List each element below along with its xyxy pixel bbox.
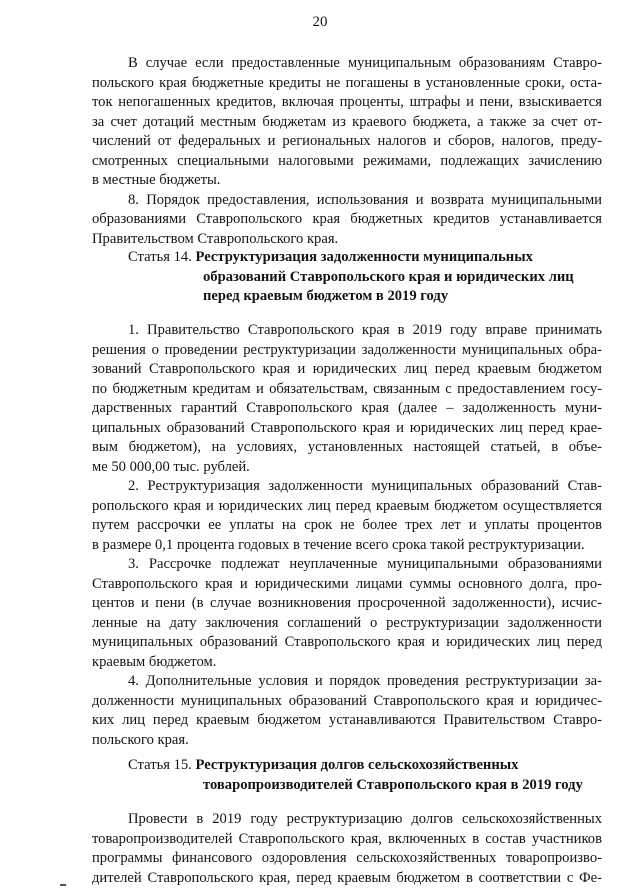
scan-mark	[60, 884, 66, 886]
text-line: путем рассрочки ее уплаты на срок не более трех лет и уплаты процентов	[92, 517, 602, 533]
paragraph-loan-default	[92, 54, 602, 191]
text-line: за счет дотаций местным бюджетам из краевого бюджета, а также за счет от-	[92, 113, 602, 130]
text-line: краевым бюджетом.	[92, 653, 217, 670]
text-line: ленные на дату заключения соглашений о реструктуризации задолженности	[92, 614, 602, 631]
text-line: Правительством Ставропольского края.	[92, 230, 339, 247]
article-14-paragraph-2	[92, 477, 602, 555]
text-line: по бюджетным кредитам и обязательствам, связанным с предоставлением госу-	[92, 380, 602, 397]
text-line: образованиями Ставропольского края бюджетных кредитов устанавливается	[92, 211, 602, 227]
article-title-line: перед краевым бюджетом в 2019 году	[203, 288, 449, 304]
paragraph-8	[92, 191, 602, 250]
article-title-line: Реструктуризация задолженности муниципальных	[195, 249, 533, 265]
text-line: польского края бюджетные кредиты не погашены в установленные сроки, оста-	[92, 74, 602, 91]
text-line: 3. Рассрочке подлежат неуплаченные муниципальными образованиями	[128, 556, 602, 572]
text-line: дителей Ставропольского края, перед краевым бюджетом в соответствии с Фе-	[92, 869, 602, 886]
article-number: Статья 14.	[128, 249, 192, 265]
text-line: программы финансового оздоровления сельскохозяйственных товаропроизво-	[92, 850, 602, 866]
article-15-heading-cont	[203, 776, 583, 796]
text-line: ме 50 000,00 тыс. рублей.	[92, 458, 250, 475]
text-line: ципальных образований Ставропольского края и юридических лиц перед крае-	[92, 419, 602, 436]
article-15-paragraph-1	[92, 810, 602, 888]
text-line: 1. Правительство Ставропольского края в 2019 году вправе принимать	[128, 322, 602, 338]
text-line: 2. Реструктуризация задолженности муниципальных образований Став-	[128, 478, 602, 494]
text-line: в местные бюджеты.	[92, 172, 221, 188]
text-line: решения о проведении реструктуризации задолженности муниципальных обра-	[92, 341, 602, 358]
text-line: ропольского края и юридических лиц перед краевым бюджетом осуществляется	[92, 497, 602, 514]
text-line: Ставропольского края и юридическими лицами суммы основного долга, про-	[92, 575, 602, 592]
text-line: В случае если предоставленные муниципальным образованиям Ставро-	[128, 55, 602, 71]
text-line: Провести в 2019 году реструктуризацию долгов сельскохозяйственных	[128, 811, 602, 827]
text-line: долженности муниципальных образований Ставропольского края и юридичес-	[92, 692, 602, 709]
text-line: 4. Дополнительные условия и порядок проведения реструктуризации за-	[128, 673, 602, 689]
article-title-line: Реструктуризация долгов сельскохозяйственных	[195, 757, 519, 773]
article-title-line: товаропроизводителей Ставропольского края в 2019 году	[203, 776, 583, 793]
text-line: ток непогашенных кредитов, включая проценты, штрафы и пени, взыскивается	[92, 94, 602, 110]
text-line: в размере 0,1 процента годовых в течение всего срока такой реструктуризации.	[92, 536, 585, 553]
text-line: 8. Порядок предоставления, использования и возврата муниципальными	[128, 191, 602, 208]
article-number: Статья 15.	[128, 757, 192, 773]
article-14-paragraph-1	[92, 321, 602, 477]
text-line: польского края.	[92, 731, 189, 748]
article-14-heading	[128, 248, 533, 268]
text-line: вым бюджетом), на условиях, установленных настоящей статьей, в объе-	[92, 439, 602, 455]
page-number: 20	[312, 14, 328, 30]
text-line: зований Ставропольского края и юридических лиц перед краевым бюджетом	[92, 361, 602, 377]
text-line: товаропроизводителей Ставропольского края, включенных в состав участников	[92, 830, 602, 847]
article-14-paragraph-3	[92, 555, 602, 672]
text-line: ких лиц перед краевым бюджетом устанавливаются Правительством Ставро-	[92, 712, 602, 728]
article-14-heading-cont	[203, 287, 448, 307]
article-14-heading-cont	[203, 268, 574, 288]
article-title-line: образований Ставропольского края и юридических лиц	[203, 268, 574, 285]
text-line: числений от федеральных и региональных налогов и сборов, налогов, преду-	[92, 133, 602, 149]
text-line: центов и пени (в случае возникновения просроченной задолженности), исчис-	[92, 595, 602, 611]
text-line: смотренных специальными налоговыми режимами, подлежащих зачислению	[92, 152, 602, 169]
text-line: дарственных гарантий Ставропольского края (далее – задолженность муни-	[92, 400, 602, 416]
text-line: муниципальных образований Ставропольского края и юридических лиц перед	[92, 634, 602, 650]
article-15-heading	[128, 756, 518, 776]
article-14-paragraph-4	[92, 672, 602, 750]
